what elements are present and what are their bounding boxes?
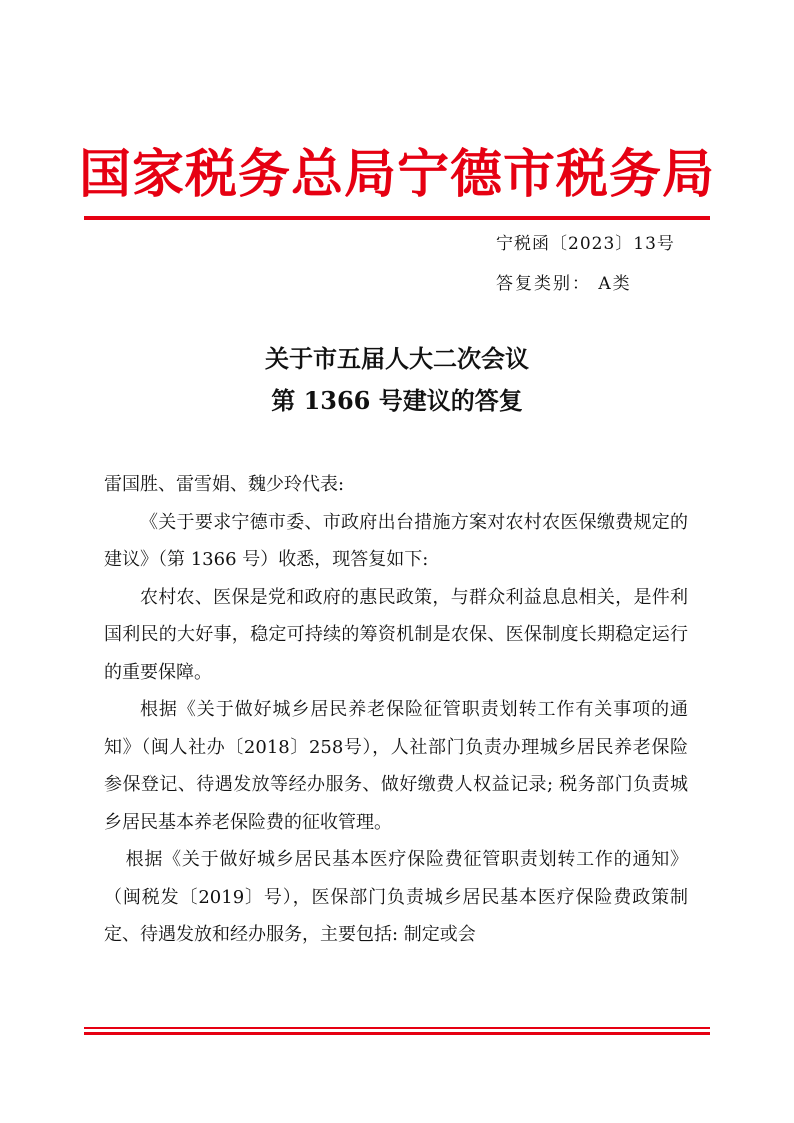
document-body (104, 466, 688, 954)
body-paragraph: 《关于要求宁德市委、市政府出台措施方案对农村农医保缴费规定的建议》（第 1366 号）收悉，现答复如下: (104, 511, 688, 570)
document-title (84, 338, 710, 422)
salutation: 雷国胜、雷雪娟、魏少玲代表: (104, 474, 345, 495)
reply-category: 答复类别： A类 (496, 274, 632, 294)
document-title-line-1: 关于市五届人大二次会议 (265, 344, 529, 373)
footer-red-rule-thin (84, 1027, 710, 1029)
header-red-rule (84, 216, 710, 220)
issuing-authority-title: 国家税务总局宁德市税务局 (78, 144, 715, 205)
document-title-line-2: 第 1366 号建议的答复 (271, 386, 523, 415)
body-paragraph: 根据《关于做好城乡居民养老保险征管职责划转工作有关事项的通知》（闽人社办〔2018〕258号），人社部门负责办理城乡居民养老保险参保登记、待遇发放等经办服务、做好缴费人权益记录; 税务部门负责城乡居民基本养老保险费的征收管理。 (104, 699, 688, 833)
body-paragraph: 根据《关于做好城乡居民基本医疗保险费征管职责划转工作的通知》（闽税发〔2019〕号），医保部门负责城乡居民基本医疗保险费政策制定、待遇发放和经办服务，主要包括: 制定或会 (104, 849, 688, 945)
footer-red-rule-thick (84, 1032, 710, 1035)
document-number: 宁税函〔2023〕13号 (496, 234, 675, 254)
body-paragraph: 农村农、医保是党和政府的惠民政策，与群众利益息息相关，是件利国利民的大好事，稳定可持续的筹资机制是农保、医保制度长期稳定运行的重要保障。 (104, 586, 688, 683)
